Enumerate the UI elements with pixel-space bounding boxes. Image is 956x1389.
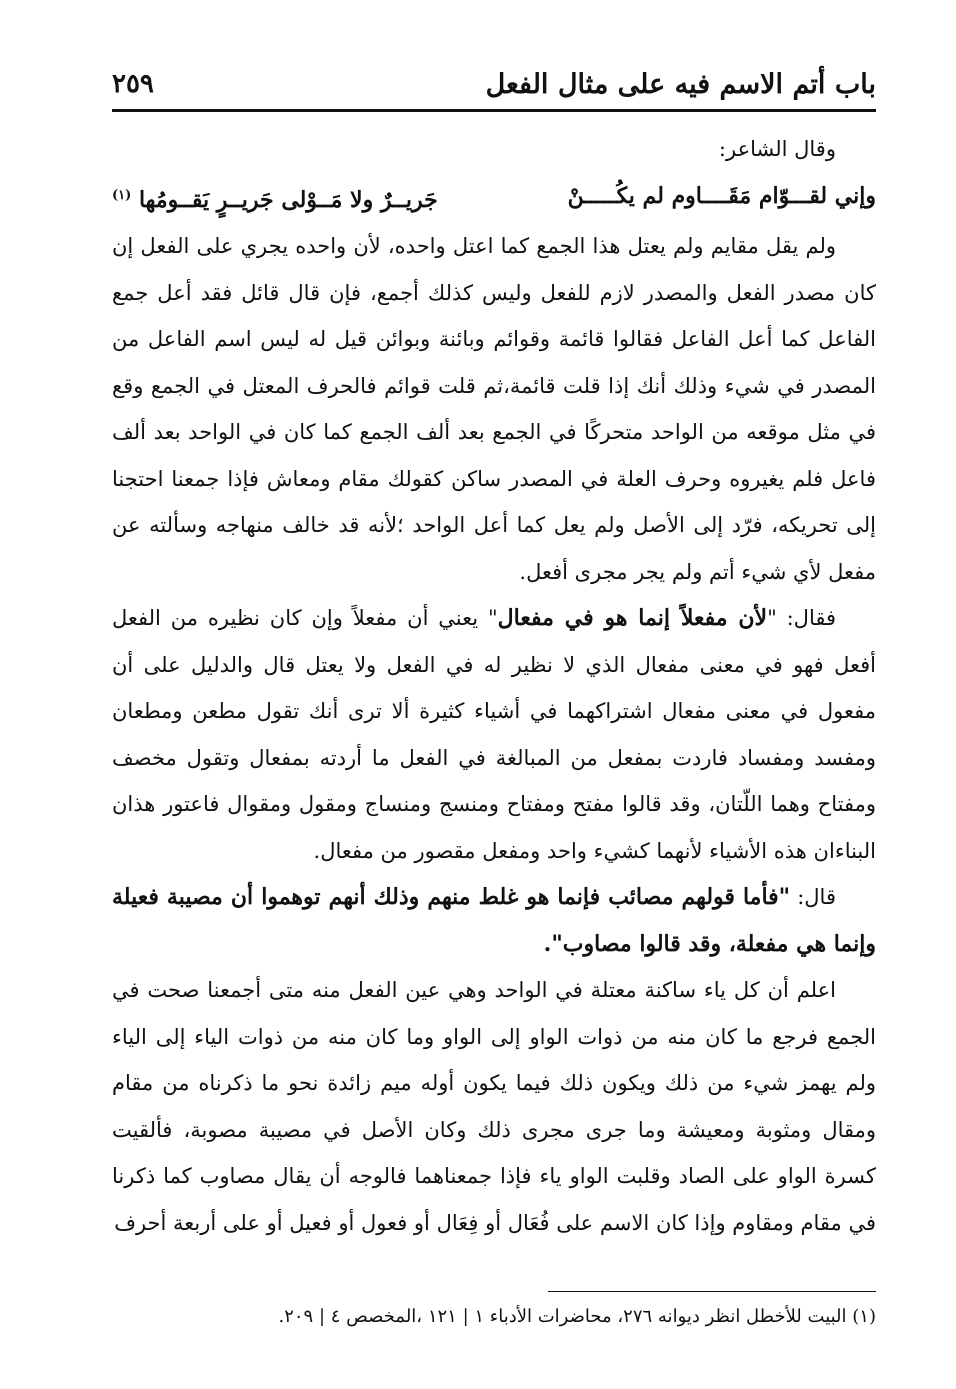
paragraph-4: اعلم أن كل ياء ساكنة معتلة في الواحد وهي عين الفعل منه متى أجمعنا صحت في الجمع فرجع ما كان منه من ذوات الواو إلى الواو وما كان منه من ذوات الياء إلى الياء ولم يهمز شيء من ذلك ويكون ذلك فيما يكون أوله ميم زائدة نحو ما ذكرناه من مقام ومقال ومثوبة ومعيشة وما جرى مجرى ذلك وكان الأصل في مصيبة مصوبة، فألقيت كسرة الواو على الصاد وقلبت الواو ياء فإذا جمعناهما فالوجه أن يقال مصاوب كما ذكرنا في مقام ومقاوم وإذا كان الاسم على فُعَال أو فِعَال أو فعول أو فعيل أو على أربعة أحرف (112, 978, 876, 1235)
chapter-title: باب أتم الاسم فيه على مثال الفعل (485, 68, 876, 100)
page-header (112, 64, 876, 104)
quoted-phrase: لأن مفعلاً إنما هو في مفعال (497, 605, 768, 632)
main-text (112, 126, 876, 1246)
verse-second-hemistich: جَريــرٌ ولا مَــوْلى جَريــرٍ يَقــومُها (١) (112, 173, 438, 224)
paragraph-1: ولم يقل مقايم ولم يعتل هذا الجمع كما اعتل واحده، لأن واحده يجري على الفعل إن كان مصدر الفعل والمصدر لازم للفعل وليس كذلك أجمع، فإن قال قائل فقد أعل جمع الفاعل كما أعل الفاعل فقالوا قائمة وقوائم وبائنة وبوائن قيل له ليس اسم الفاعل من المصدر في شيء وذلك أنك إذا قلت قائمة،ثم قلت قوائم فالحرف المعتل في الجمع وقع في مثل موقعه من الواحد متحركًا في الجمع بعد ألف الجمع كما كان في الواحد بعد ألف فاعل فلم يغيروه وحرف العلة في المصدر ساكن كقولك مقام ومعاش فإذا جمعنا احتجنا إلى تحريكه، فرّد إلى الأصل ولم يعل كما أعل الواحد ؛لأنه قد خالف منهاجه وسألته عن مفعل لأي شيء أتم ولم يجر مجرى أفعل. (112, 234, 876, 584)
paragraph-2: فقال: "لأن مفعلاً إنما هو في مفعال" يعني أن مفعلاً وإن كان نظيره من الفعل أفعل فهو في معنى مفعال الذي لا نظير له في الفعل ولا يعتل قال والدليل على أن مفعول في معنى مفعال اشتراكهما في أشياء كثيرة ألا ترى أنك تقول مطعن ومطعان ومفسد ومفساد فاردت بمفعل من المبالغة في الفعل ما أردته بمفعال وتقول مخصف ومفتاح وهما اللّتان، وقد قالوا مفتح ومفتاح ومنسج ومنساج ومقول ومقوال فاعتور هذان البناءان هذه الأشياء لأنهما كشيء واحد ومفعل مقصور من مفعال. (112, 605, 876, 863)
poetry-verse (112, 173, 876, 224)
quoted-passage: "فأما قولهم مصائب فإنما هو غلط منهم وذلك أنهم توهموا أن مصيبة فعيلة وإنما هي مفعلة، وقد قالوا مصاوب". (112, 884, 876, 957)
footnote-marker: (١) (112, 187, 132, 203)
footnote: (١) البيت للأخطل انظر ديوانه ٢٧٦، محاضرات الأدباء ١ | ١٢١ ،المخصص ٤ | ٢٠٩. (278, 1306, 876, 1327)
verse-first-hemistich: وإني لقـــوّام مَقَــــاوم لم يكُـــــنْ (567, 182, 876, 209)
page-number: ٢٥٩ (112, 69, 154, 99)
paragraph-3: قال: "فأما قولهم مصائب فإنما هو غلط منهم وذلك أنهم توهموا أن مصيبة فعيلة وإنما هي مفعلة، وقد قالوا مصاوب". (112, 884, 876, 957)
footnote-rule (548, 1291, 876, 1292)
header-rule (112, 109, 876, 112)
verse-intro: وقال الشاعر: (718, 137, 836, 161)
